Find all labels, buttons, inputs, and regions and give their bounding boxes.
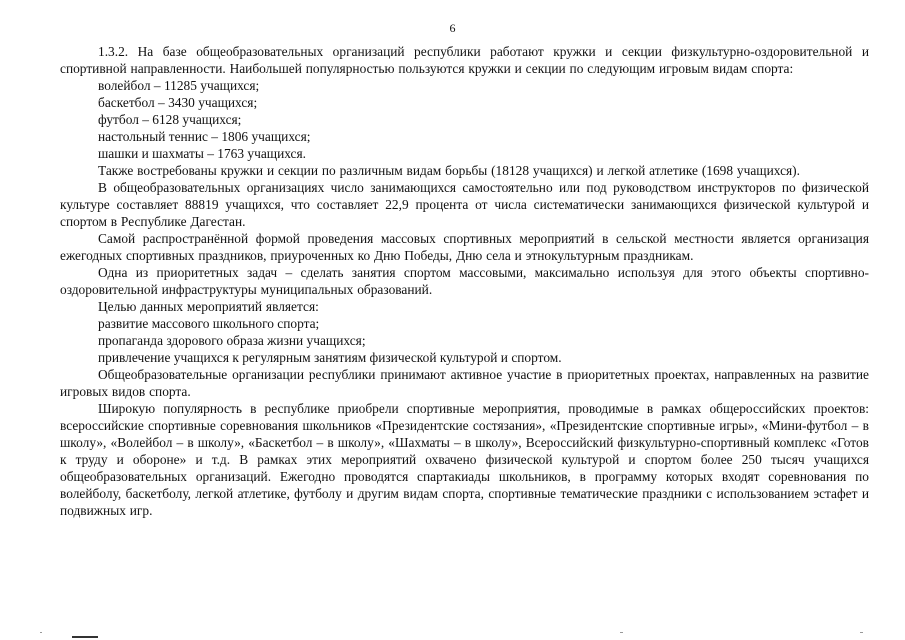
document-body — [60, 43, 869, 519]
paragraph-events: Широкую популярность в республике приобрели спортивные мероприятия, проводимые в рамках общероссийских проектов: всероссийские спортивные соревнования школьников «Президентские состязания», «Президентские спортивные игры», «Мини-футбол – в школу», «Волейбол – в школу», «Баскетбол – в школу», «Шахматы – в школу», Всероссийский физкультурно-спортивный комплекс «Готов к труду и обороне» и т.д. В рамках этих мероприятий охвачено физической культурой и спортом более 250 тысяч учащихся общеобразовательных организаций. Ежегодно проводятся спартакиады школьников, в программу которых входят соревнования по волейболу, баскетболу, легкой атлетике, футболу и другим видам спорта, спортивные тематические праздники с использованием эстафет и подвижных игр. — [60, 401, 869, 518]
list-item-volleyball: волейбол – 11285 учащихся; — [98, 78, 260, 93]
list-item-goal-regular-training: привлечение учащихся к регулярным занятиям физической культурой и спортом. — [98, 350, 562, 365]
paragraph-priority: Одна из приоритетных задач – сделать занятия спортом массовыми, максимально используя для этого объекты спортивно-оздоровительной инфраструктуры муниципальных образований. — [60, 265, 869, 297]
list-item-goal-mass-sport: развитие массового школьного спорта; — [98, 316, 320, 331]
scan-artifact-mark — [72, 636, 98, 638]
list-item-goal-healthy-life: пропаганда здорового образа жизни учащихся; — [98, 333, 366, 348]
paragraph-wrestling: Также востребованы кружки и секции по различным видам борьбы (18128 учащихся) и легкой атлетике (1698 учащихся). — [98, 163, 800, 178]
paragraph-goals-intro: Целью данных мероприятий является: — [98, 299, 319, 314]
scan-artifact-dot — [620, 632, 623, 633]
list-item-table-tennis: настольный теннис – 1806 учащихся; — [98, 129, 311, 144]
scan-artifact-dot — [40, 632, 42, 633]
scan-artifact-dot — [860, 632, 863, 633]
paragraph-independent: В общеобразовательных организациях число занимающихся самостоятельно или под руководством инструкторов по физической культуре составляет 88819 учащихся, что составляет 22,9 процента от числа систематически занимающихся физической культурой и спортом в Республике Дагестан. — [60, 180, 869, 229]
paragraph-projects: Общеобразовательные организации республики принимают активное участие в приоритетных проектах, направленных на развитие игровых видов спорта. — [60, 367, 869, 399]
list-item-basketball: баскетбол – 3430 учащихся; — [98, 95, 258, 110]
paragraph-rural: Самой распространённой формой проведения массовых спортивных мероприятий в сельской местности является организация ежегодных спортивных праздников, приуроченных ко Дню Победы, Дню села и этнокультурным праздникам. — [60, 231, 869, 263]
list-item-checkers-chess: шашки и шахматы – 1763 учащихся. — [98, 146, 307, 161]
paragraph-intro: 1.3.2. На базе общеобразовательных организаций республики работают кружки и секции физкультурно-оздоровительной и спортивной направленности. Наибольшей популярностью пользуются кружки и секции по следующим игровым видам спорта: — [60, 44, 869, 76]
page-number: 6 — [449, 21, 456, 35]
list-item-football: футбол – 6128 учащихся; — [98, 112, 242, 127]
